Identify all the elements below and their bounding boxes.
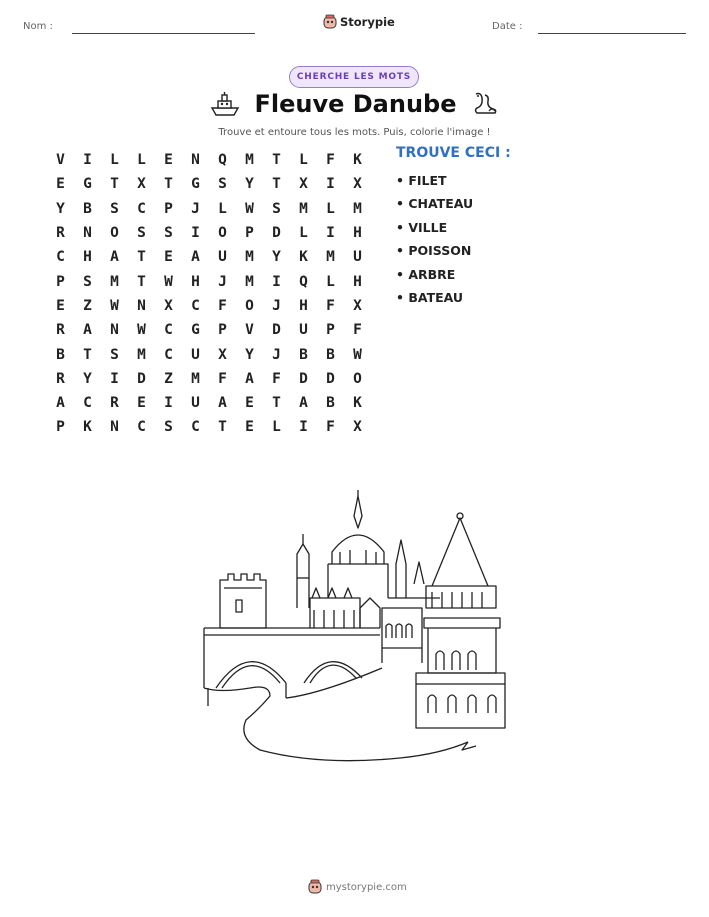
grid-letter[interactable]: Z: [164, 370, 173, 387]
grid-letter[interactable]: T: [137, 273, 146, 290]
grid-letter[interactable]: J: [191, 200, 200, 217]
instructions: Trouve et entoure tous les mots. Puis, colorie l'image !: [218, 127, 491, 138]
page-title: Fleuve Danube: [254, 90, 457, 118]
grid-letter[interactable]: W: [353, 346, 362, 363]
grid-letter[interactable]: I: [272, 273, 281, 290]
grid-letter[interactable]: M: [191, 370, 200, 387]
grid-letter[interactable]: M: [110, 273, 119, 290]
grid-letter[interactable]: C: [83, 395, 92, 412]
grid-letter[interactable]: M: [137, 346, 146, 363]
grid-letter[interactable]: C: [164, 346, 173, 363]
grid-letter[interactable]: X: [353, 419, 362, 436]
grid-letter[interactable]: G: [191, 176, 200, 193]
grid-letter[interactable]: N: [83, 225, 92, 242]
grid-letter[interactable]: B: [83, 200, 92, 217]
grid-letter[interactable]: V: [245, 322, 254, 339]
grid-letter[interactable]: P: [56, 273, 65, 290]
grid-letter[interactable]: A: [299, 395, 308, 412]
grid-letter[interactable]: P: [326, 322, 335, 339]
grid-letter[interactable]: B: [326, 346, 335, 363]
grid-letter[interactable]: A: [191, 249, 200, 266]
grid-letter[interactable]: U: [191, 395, 200, 412]
title-row: [0, 90, 709, 118]
grid-letter[interactable]: F: [326, 419, 335, 436]
grid-letter[interactable]: P: [218, 322, 227, 339]
grid-letter[interactable]: X: [137, 176, 146, 193]
grid-letter[interactable]: H: [299, 297, 308, 314]
grid-letter[interactable]: U: [191, 346, 200, 363]
grid-letter[interactable]: K: [353, 152, 362, 169]
brand-name: Storypie: [340, 15, 395, 29]
grid-letter[interactable]: B: [56, 346, 65, 363]
grid-letter[interactable]: C: [191, 419, 200, 436]
grid-letter[interactable]: L: [299, 225, 308, 242]
grid-letter[interactable]: O: [245, 297, 254, 314]
grid-letter[interactable]: A: [83, 322, 92, 339]
grid-letter[interactable]: C: [164, 322, 173, 339]
grid-letter[interactable]: F: [353, 322, 362, 339]
grid-letter[interactable]: W: [245, 200, 254, 217]
grid-letter[interactable]: E: [137, 395, 146, 412]
grid-letter[interactable]: F: [272, 370, 281, 387]
grid-letter[interactable]: H: [83, 249, 92, 266]
grid-letter[interactable]: K: [83, 419, 92, 436]
word-search-grid[interactable]: [47, 148, 371, 440]
grid-letter[interactable]: O: [110, 225, 119, 242]
grid-letter[interactable]: G: [83, 176, 92, 193]
grid-letter[interactable]: Y: [272, 249, 281, 266]
grid-letter[interactable]: T: [110, 176, 119, 193]
grid-letter[interactable]: X: [353, 176, 362, 193]
grid-letter[interactable]: B: [299, 346, 308, 363]
grid-letter[interactable]: C: [137, 200, 146, 217]
grid-letter[interactable]: E: [56, 297, 65, 314]
footer: [308, 879, 407, 895]
grid-letter[interactable]: X: [299, 176, 308, 193]
name-label: Nom :: [23, 21, 53, 32]
grid-letter[interactable]: O: [353, 370, 362, 387]
grid-letter[interactable]: R: [56, 370, 65, 387]
grid-letter[interactable]: W: [137, 322, 146, 339]
grid-letter[interactable]: S: [272, 200, 281, 217]
grid-letter[interactable]: S: [83, 273, 92, 290]
grid-letter[interactable]: J: [218, 273, 227, 290]
grid-letter[interactable]: O: [218, 225, 227, 242]
grid-letter[interactable]: N: [137, 297, 146, 314]
grid-letter[interactable]: U: [218, 249, 227, 266]
word-list: [396, 171, 473, 311]
grid-letter[interactable]: L: [272, 419, 281, 436]
grid-letter[interactable]: A: [56, 395, 65, 412]
grid-letter[interactable]: E: [164, 249, 173, 266]
date-field[interactable]: [538, 33, 686, 34]
grid-letter[interactable]: T: [83, 346, 92, 363]
activity-badge: CHERCHE LES MOTS: [289, 66, 419, 88]
grid-letter[interactable]: P: [56, 419, 65, 436]
grid-letter[interactable]: L: [218, 200, 227, 217]
boat-icon: [210, 91, 240, 117]
grid-letter[interactable]: W: [164, 273, 173, 290]
grid-letter[interactable]: J: [272, 346, 281, 363]
grid-letter[interactable]: F: [218, 370, 227, 387]
grid-letter[interactable]: D: [326, 370, 335, 387]
grid-letter[interactable]: D: [137, 370, 146, 387]
word-item: • CHATEAU: [396, 196, 474, 212]
grid-letter[interactable]: I: [299, 419, 308, 436]
footer-url[interactable]: mystorypie.com: [326, 881, 407, 893]
grid-letter[interactable]: I: [191, 225, 200, 242]
grid-letter[interactable]: N: [110, 419, 119, 436]
grid-letter[interactable]: Z: [83, 297, 92, 314]
grid-letter[interactable]: T: [218, 419, 227, 436]
grid-letter[interactable]: F: [326, 152, 335, 169]
grid-letter[interactable]: L: [299, 152, 308, 169]
grid-letter[interactable]: C: [56, 249, 65, 266]
grid-letter[interactable]: L: [326, 200, 335, 217]
grid-letter[interactable]: F: [218, 297, 227, 314]
grid-letter[interactable]: R: [56, 322, 65, 339]
grid-letter[interactable]: I: [164, 395, 173, 412]
grid-letter[interactable]: U: [353, 249, 362, 266]
grid-letter[interactable]: C: [137, 419, 146, 436]
grid-letter[interactable]: N: [191, 152, 200, 169]
brand-logo: [323, 14, 395, 30]
grid-letter[interactable]: E: [164, 152, 173, 169]
grid-letter[interactable]: Q: [218, 152, 227, 169]
grid-letter[interactable]: E: [56, 176, 65, 193]
grid-letter[interactable]: S: [164, 225, 173, 242]
grid-letter[interactable]: N: [110, 322, 119, 339]
grid-letter[interactable]: B: [326, 395, 335, 412]
grid-letter[interactable]: I: [110, 370, 119, 387]
grid-letter[interactable]: Y: [56, 200, 65, 217]
grid-letter[interactable]: G: [191, 322, 200, 339]
grid-letter[interactable]: I: [83, 152, 92, 169]
grid-letter[interactable]: I: [326, 225, 335, 242]
word-item: • POISSON: [396, 243, 472, 259]
grid-letter[interactable]: T: [272, 176, 281, 193]
grid-letter[interactable]: X: [353, 297, 362, 314]
grid-letter[interactable]: J: [272, 297, 281, 314]
grid-letter[interactable]: U: [299, 322, 308, 339]
grid-letter[interactable]: R: [110, 395, 119, 412]
grid-letter[interactable]: M: [326, 249, 335, 266]
grid-letter[interactable]: S: [110, 346, 119, 363]
grid-letter[interactable]: K: [353, 395, 362, 412]
word-item: • BATEAU: [396, 289, 464, 305]
word-list-title: TROUVE CECI :: [396, 145, 511, 161]
grid-letter[interactable]: K: [299, 249, 308, 266]
grid-letter[interactable]: H: [353, 225, 362, 242]
grid-letter[interactable]: E: [245, 395, 254, 412]
grid-letter[interactable]: T: [272, 152, 281, 169]
sea-serpent-icon: [471, 90, 499, 118]
grid-letter[interactable]: X: [164, 297, 173, 314]
grid-letter[interactable]: W: [110, 297, 119, 314]
grid-letter[interactable]: H: [191, 273, 200, 290]
storypie-mascot-icon: [308, 879, 322, 895]
grid-letter[interactable]: T: [164, 176, 173, 193]
grid-letter[interactable]: A: [245, 370, 254, 387]
grid-letter[interactable]: Y: [83, 370, 92, 387]
grid-letter[interactable]: T: [137, 249, 146, 266]
grid-letter[interactable]: M: [245, 152, 254, 169]
grid-letter[interactable]: C: [191, 297, 200, 314]
storypie-mascot-icon: [323, 14, 337, 30]
grid-letter[interactable]: S: [110, 200, 119, 217]
grid-letter[interactable]: M: [299, 200, 308, 217]
grid-letter[interactable]: T: [272, 395, 281, 412]
grid-letter[interactable]: X: [218, 346, 227, 363]
grid-letter[interactable]: L: [110, 152, 119, 169]
grid-letter[interactable]: D: [299, 370, 308, 387]
grid-letter[interactable]: S: [137, 225, 146, 242]
grid-letter[interactable]: A: [110, 249, 119, 266]
grid-letter[interactable]: S: [164, 419, 173, 436]
grid-letter[interactable]: P: [164, 200, 173, 217]
grid-letter[interactable]: L: [326, 273, 335, 290]
grid-letter[interactable]: L: [137, 152, 146, 169]
grid-letter[interactable]: M: [353, 200, 362, 217]
grid-letter[interactable]: S: [218, 176, 227, 193]
grid-letter[interactable]: H: [353, 273, 362, 290]
grid-letter[interactable]: Y: [245, 176, 254, 193]
grid-letter[interactable]: M: [245, 273, 254, 290]
grid-letter[interactable]: M: [245, 249, 254, 266]
word-item: • VILLE: [396, 219, 448, 235]
grid-letter[interactable]: D: [272, 225, 281, 242]
grid-letter[interactable]: Y: [245, 346, 254, 363]
word-item: • FILET: [396, 173, 447, 188]
grid-letter[interactable]: R: [56, 225, 65, 242]
word-item: • ARBRE: [396, 266, 456, 282]
budapest-parliament-illustration: [200, 488, 510, 770]
grid-letter[interactable]: I: [326, 176, 335, 193]
name-field[interactable]: [72, 33, 255, 34]
grid-letter[interactable]: P: [245, 225, 254, 242]
grid-letter[interactable]: E: [245, 419, 254, 436]
grid-letter[interactable]: D: [272, 322, 281, 339]
grid-letter[interactable]: V: [56, 152, 65, 169]
grid-letter[interactable]: F: [326, 297, 335, 314]
grid-letter[interactable]: Q: [299, 273, 308, 290]
date-label: Date :: [492, 21, 523, 32]
grid-letter[interactable]: A: [218, 395, 227, 412]
